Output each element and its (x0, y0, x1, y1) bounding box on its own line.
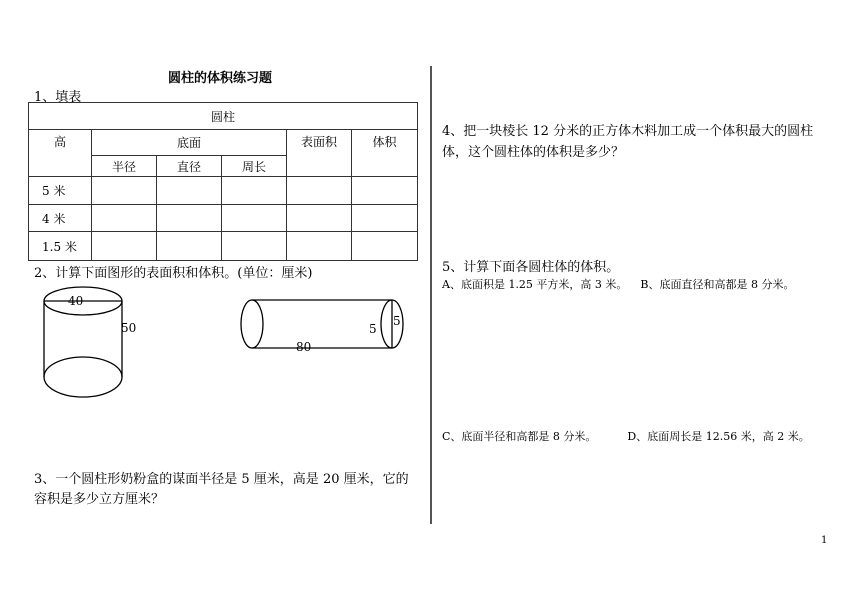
question-5-b: B、底面直径和高都是 8 分米。 (640, 278, 795, 291)
question-4: 4、把一块棱长 12 分米的正方体木料加工成一个体积最大的圆柱体，这个圆柱体的体积是多少？ (442, 124, 814, 160)
cylinder-height-label: 50 (121, 321, 137, 335)
question-1-heading: 1、填表 (34, 90, 82, 105)
cylinder-diameter-label: 5 (393, 314, 401, 328)
horizontal-cylinder (241, 300, 403, 348)
question-5-a: A、底面积是 1.25 平方米，高 3 米。 (442, 278, 628, 291)
question-5-c: C、底面半径和高都是 8 分米。 (442, 430, 597, 443)
question-3: 3、一个圆柱形奶粉盒的谋面半径是 5 厘米，高是 20 厘米，它的容积是多少立方厘米？ (34, 472, 409, 507)
header-circumference: 周长 (222, 156, 287, 177)
question-2-heading: 2、计算下面图形的表面积和体积。(单位：厘米) (34, 266, 313, 281)
header-surface-area: 表面积 (287, 130, 352, 177)
header-volume: 体积 (352, 130, 418, 177)
row-label: 5 米 (29, 177, 92, 205)
header-height: 高 (29, 130, 92, 177)
page-title: 圆柱的体积练习题 (168, 71, 273, 86)
question-5-heading: 5、计算下面各圆柱体的体积。 (442, 260, 620, 275)
question-5-cd (442, 428, 810, 444)
row-label: 4 米 (29, 205, 92, 232)
header-base: 底面 (92, 130, 287, 156)
cylinder-diameter-label: 40 (68, 294, 84, 308)
row-label: 1.5 米 (29, 232, 92, 261)
cylinder-length-label: 80 (296, 340, 312, 354)
table-caption: 圆柱 (29, 103, 418, 130)
header-diameter: 直径 (157, 156, 222, 177)
column-divider (430, 66, 432, 524)
question-5-ab (442, 276, 795, 292)
page-number: 1 (821, 535, 828, 546)
question-5-d: D、底面周长是 12.56 米，高 2 米。 (627, 430, 810, 443)
cylinder-diameter-label: 5 (369, 322, 377, 336)
header-radius: 半径 (92, 156, 157, 177)
